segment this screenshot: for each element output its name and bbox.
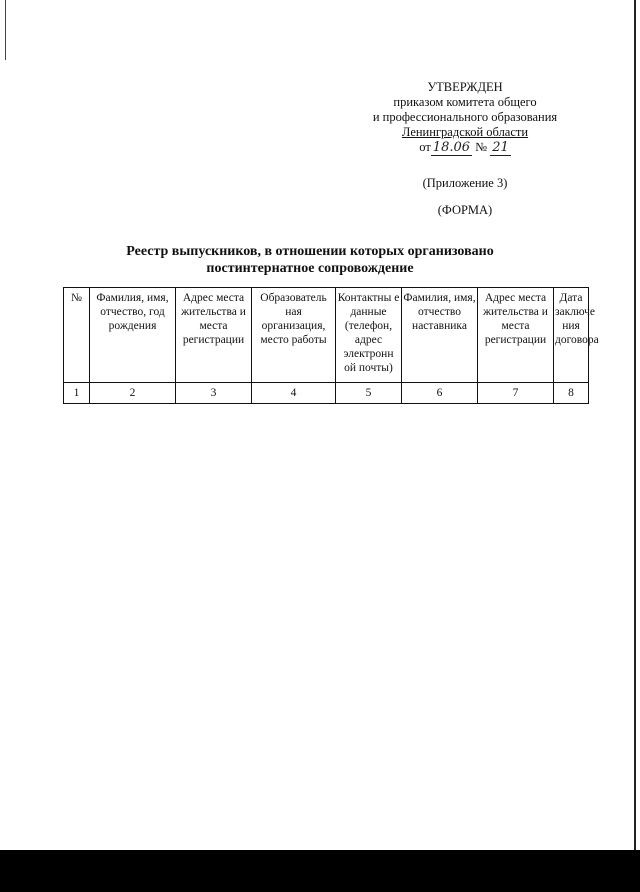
form-label: (ФОРМА) [437,203,493,217]
approval-date-line [330,140,600,155]
scan-bottom-band [0,850,640,892]
number-prefix: № [475,140,488,154]
scan-artifact-left [5,0,6,60]
table-row [64,383,589,404]
handwritten-date: 18.06 [432,140,471,155]
column-number-7: 7 [478,383,554,404]
appendix-label: (Приложение 3) [422,176,508,190]
approval-line-2: приказом комитета общего [393,95,537,109]
header-contract-date: Дата заключе ния договора [554,288,589,383]
column-number-4: 4 [252,383,336,404]
column-number-8: 8 [554,383,589,404]
column-number-5: 5 [336,383,402,404]
title-line-2: постинтернатное сопровождение [206,261,414,276]
column-number-1: 1 [64,383,90,404]
header-organization: Образователь ная организация, место работы [252,288,336,383]
table-header-row [64,288,589,383]
approval-block [330,80,600,155]
date-prefix: от [419,140,431,154]
header-mentor-address: Адрес места жительства и места регистрации [478,288,554,383]
title-line-1: Реестр выпускников, в отношении которых организовано [126,244,494,259]
approval-line-4: Ленинградской области [401,125,529,139]
column-number-3: 3 [176,383,252,404]
registry-table [63,287,599,404]
column-number-2: 2 [90,383,176,404]
header-contacts: Контактны е данные (телефон, адрес электронн ой почты) [336,288,402,383]
scan-edge-right [634,0,636,892]
header-number: № [64,288,90,383]
column-number-6: 6 [402,383,478,404]
header-address: Адрес места жительства и места регистрации [176,288,252,383]
header-mentor-name: Фамилия, имя, отчество наставника [402,288,478,383]
header-full-name: Фамилия, имя, отчество, год рождения [90,288,176,383]
document-title [80,243,540,277]
approval-title: УТВЕРЖДЕН [427,80,503,94]
handwritten-number: 21 [492,140,509,155]
approval-line-3: и профессионального образования [372,110,558,124]
